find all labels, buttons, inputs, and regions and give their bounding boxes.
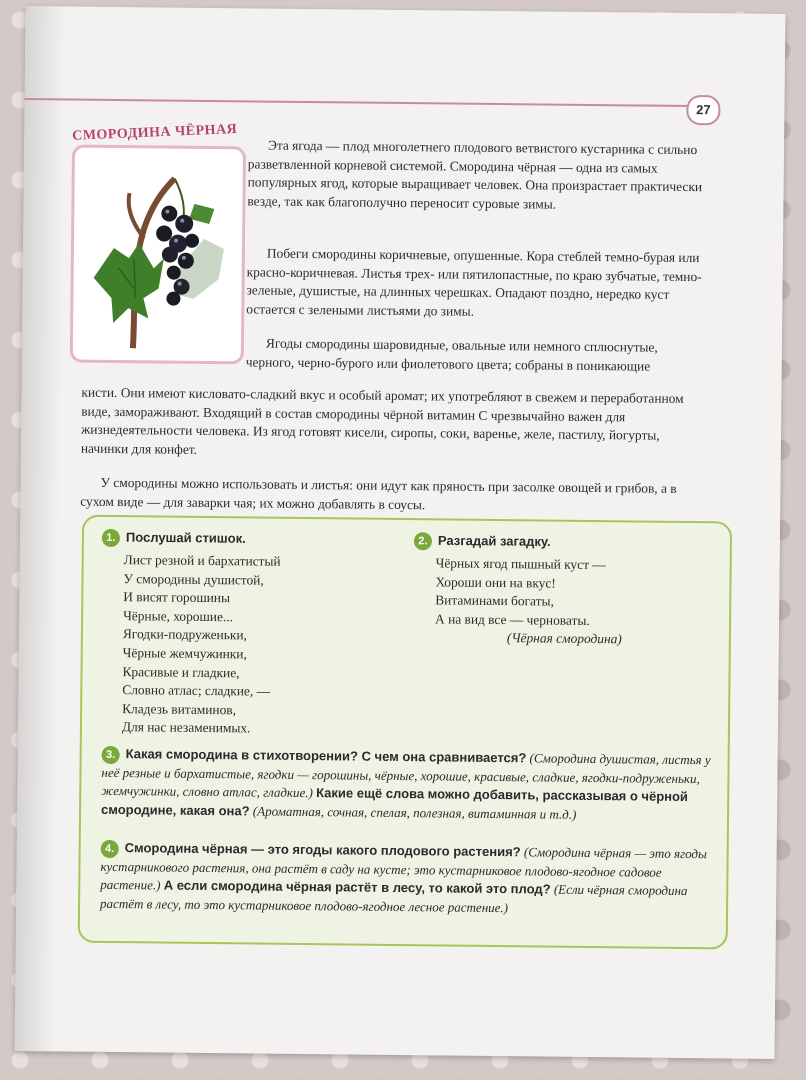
riddle-line: Чёрных ягод пышный куст — xyxy=(435,555,606,573)
poem-line: Чёрные, хорошие... xyxy=(123,607,234,625)
tasks-box xyxy=(78,515,732,950)
poem-line: Красивые и гладкие, xyxy=(122,663,240,680)
task-1-number: 1. xyxy=(102,529,120,547)
riddle-answer: (Чёрная смородина) xyxy=(506,630,622,647)
riddle-line: Хороши они на вкус! xyxy=(435,573,556,591)
poem-line: Ягодки-подруженьки, xyxy=(122,626,247,643)
poem-line: Чёрные жемчужинки, xyxy=(122,645,247,662)
task-3-a1: (Смородина душистая, листья у неё резные и бархатистые, ягодки — горошины, чёрные, хорошие, красивые, сладкие, ягодки-подруженьки, жемчужинки, словно атлас, гладкие.) xyxy=(101,750,711,801)
task-3-question xyxy=(101,745,712,826)
book-page xyxy=(15,6,786,1059)
paragraph-leaves: У смородины можно использовать и листья: они идут как пряность при засолке овощей и грибов, а в сухом виде — для заварки чая; их можно добавлять в соусы. xyxy=(80,475,677,513)
poem-line: Лист резной и бархатистый xyxy=(123,552,281,569)
poem-line: И висят горошины xyxy=(123,589,231,606)
task-4-a2: (Если чёрная смородина растёт в лесу, то это кустарниковое плодово-ягодное лесное растение.) xyxy=(100,882,688,915)
task-3-a2: (Ароматная, сочная, спелая, полезная, витаминная и т.д.) xyxy=(252,803,577,822)
task-3-number: 3. xyxy=(102,746,120,764)
section-title: СМОРОДИНА ЧЁРНАЯ xyxy=(71,121,238,144)
poem-line: Для нас незаменимых. xyxy=(121,719,251,736)
header-rule xyxy=(25,98,715,107)
task-2-number: 2. xyxy=(414,532,432,550)
task-4-number: 4. xyxy=(101,840,119,858)
task-4-question xyxy=(100,839,711,920)
task-2-title: Разгадай загадку. xyxy=(437,532,551,550)
riddle-line: Витаминами богаты, xyxy=(435,592,554,609)
riddle xyxy=(435,554,623,649)
page-number: 27 xyxy=(686,95,720,125)
task-3-q2: Какие ещё слова можно добавить, рассказывая о чёрной смородине, какая она? xyxy=(101,785,689,819)
task-3-q1: Какая смородина в стихотворении? С чем она сравнивается? xyxy=(125,746,527,766)
task-4-q2: А если смородина чёрная растёт в лесу, то какой это плод? xyxy=(163,877,551,898)
poem xyxy=(122,551,281,739)
poem-line: Словно атлас; сладкие, — xyxy=(122,682,271,699)
paragraph-intro: Эта ягода — плод многолетнего плодового ветвистого кустарника с сильно разветвленной корневой системой. Смородина чёрная — одна из самых популярных ягод, которые выращивает человек. Она произрастает практически везде, так как благополучно переносит суровые зимы. xyxy=(247,137,703,212)
task-4-a1: (Смородина чёрная — это ягоды кустарникового растения, она растёт в саду на кусте; это кустарниковое плодово-ягодное садовое растение.) xyxy=(100,844,707,893)
task-1-heading xyxy=(102,529,246,549)
illustration-frame xyxy=(70,145,246,365)
paragraph-berries: Ягоды смородины шаровидные, овальные или немного сплюснутые, черного, черно-бурого или фиолетового цвета; собраны в поникающие xyxy=(245,335,658,374)
task-1-title: Послушай стишок. xyxy=(125,529,246,546)
poem-line: У смородины душистой, xyxy=(123,570,264,588)
poem-line: Кладезь витаминов, xyxy=(122,700,237,718)
task-2-heading xyxy=(414,532,551,551)
paragraph-berries-continued: кисти. Они имеют кисловато-сладкий вкус и особый аромат; их употребляют в свежем и переработанном виде, замораживают. Входящий в состав смородины чёрной витамин С чрезвычайно важен для жизнедеятельности человека. Из ягод готовят кисели, сиропы, соки, варенье, желе, пастилу, йогурты, начинки для конфет. xyxy=(80,385,684,457)
riddle-line: А на вид все — черноваты. xyxy=(435,611,590,628)
paragraph-shoots: Побеги смородины коричневые, опушенные. Кора стеблей темно-бурая или красно-коричневая. Листья трех- или пятилопастные, по краю зубчатые, темно-зеленые, душистые, на длинных черешках. Опадают поздно, нередко куст остается с зелеными листьями до зимы. xyxy=(246,245,702,319)
blackcurrant-branch-icon xyxy=(73,148,243,362)
task-4-q1: Смородина чёрная — это ягоды какого плодового растения? xyxy=(124,840,521,860)
